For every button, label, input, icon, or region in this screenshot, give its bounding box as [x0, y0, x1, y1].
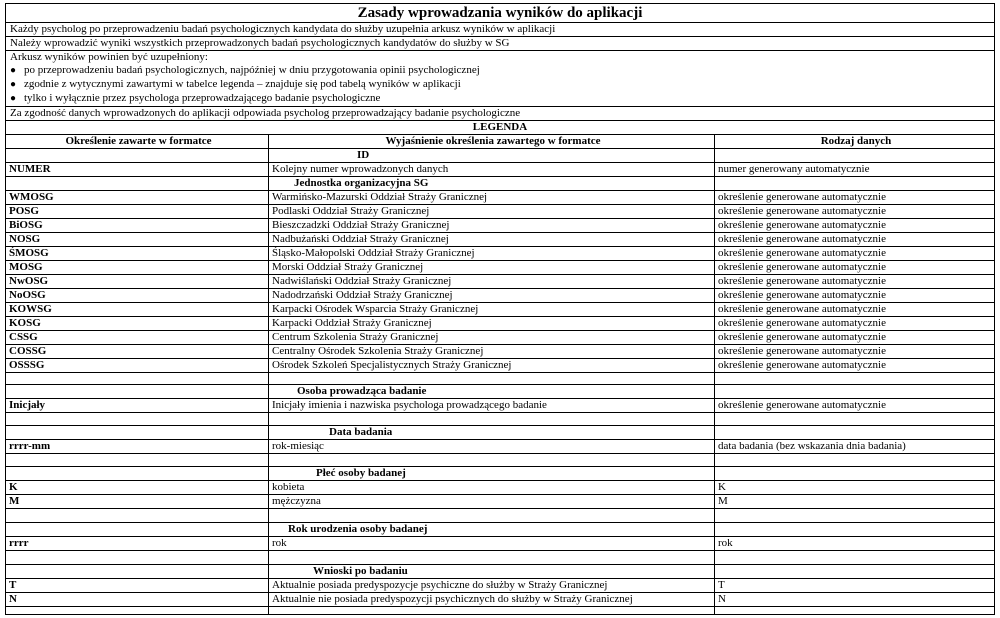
description-cell: Aktualnie posiada predyspozycje psychiczne do służby w Straży Granicznej	[268, 579, 714, 592]
intro-bullet	[6, 92, 994, 106]
document-title: Zasady wprowadzania wyników do aplikacji	[357, 5, 643, 21]
section-heading: Wnioski po badaniu	[268, 565, 714, 578]
description-cell: rok	[268, 537, 714, 550]
section-row	[6, 425, 994, 439]
type-cell: data badania (bez wskazania dnia badania)	[714, 440, 994, 453]
description-cell: Nadodrzański Oddział Straży Granicznej	[268, 289, 714, 302]
description-cell: rok-miesiąc	[268, 440, 714, 453]
description-cell: Nadbużański Oddział Straży Granicznej	[268, 233, 714, 246]
type-cell: określenie generowane automatycznie	[714, 275, 994, 288]
header-cell: Określenie zawarte w formatce	[65, 135, 212, 147]
section-row	[6, 564, 994, 578]
bullet-text: tylko i wyłącznie przez psychologa przeprowadzającego badanie psychologiczne	[24, 92, 381, 104]
table-row	[6, 592, 994, 606]
type-cell: rok	[714, 537, 994, 550]
code-cell: NoOSG	[9, 289, 46, 301]
section-heading: Jednostka organizacyjna SG	[268, 177, 714, 190]
section-heading: Data badania	[268, 426, 714, 439]
description-cell: Ośrodek Szkoleń Specjalistycznych Straży Granicznej	[268, 359, 714, 372]
description-cell: Bieszczadzki Oddział Straży Granicznej	[268, 219, 714, 232]
header-cell: Rodzaj danych	[714, 135, 994, 148]
type-cell: określenie generowane automatycznie	[714, 331, 994, 344]
intro-line-1: Każdy psycholog po przeprowadzeniu badań psychologicznych kandydata do służby uzupełnia arkusz wyników w aplikacji	[6, 22, 994, 36]
section-row	[6, 522, 994, 536]
type-cell: określenie generowane automatycznie	[714, 247, 994, 260]
code-cell: rrrr	[9, 537, 29, 549]
table-row	[6, 316, 994, 330]
bullet-icon: ●	[10, 79, 17, 90]
legend-title: LEGENDA	[6, 120, 994, 134]
description-cell: Morski Oddział Straży Granicznej	[268, 261, 714, 274]
code-cell: MOSG	[9, 261, 43, 273]
spacer-row	[6, 550, 994, 564]
description-cell: Warmińsko-Mazurski Oddział Straży Granicznej	[268, 191, 714, 204]
type-cell: K	[714, 481, 994, 494]
type-cell: określenie generowane automatycznie	[714, 317, 994, 330]
code-cell: Inicjały	[9, 399, 46, 411]
description-cell: Karpacki Oddział Straży Granicznej	[268, 317, 714, 330]
code-cell: NOSG	[9, 233, 41, 245]
table-row	[6, 302, 994, 316]
table-row	[6, 330, 994, 344]
code-cell: WMOSG	[9, 191, 54, 203]
type-cell: określenie generowane automatycznie	[714, 261, 994, 274]
code-cell: OSSSG	[9, 359, 45, 371]
code-cell: ŚMOSG	[9, 247, 49, 259]
code-cell: M	[9, 495, 20, 507]
code-cell: POSG	[9, 205, 39, 217]
bullet-text: po przeprowadzeniu badań psychologicznych, najpóźniej w dniu przygotowania opinii psychologicznej	[24, 64, 480, 76]
code-cell: BiOSG	[9, 219, 43, 231]
spacer-row	[6, 453, 994, 466]
bullet-icon: ●	[10, 65, 17, 76]
intro-line-3: Arkusz wyników powinien być uzupełniony:	[6, 50, 994, 64]
table-row	[6, 162, 994, 176]
description-cell: Centralny Ośrodek Szkolenia Straży Granicznej	[268, 345, 714, 358]
table-row	[6, 260, 994, 274]
intro-bullet	[6, 64, 994, 78]
type-cell: określenie generowane automatycznie	[714, 345, 994, 358]
description-cell: Aktualnie nie posiada predyspozycji psychicznych do służby w Straży Granicznej	[268, 593, 714, 606]
code-cell: K	[9, 481, 18, 493]
spacer-row	[6, 412, 994, 425]
table-row	[6, 494, 994, 508]
spacer-row	[6, 372, 994, 384]
header-cell: Wyjaśnienie określenia zawartego w formatce	[268, 135, 714, 148]
table-row	[6, 358, 994, 372]
description-cell: mężczyzna	[268, 495, 714, 508]
section-row	[6, 148, 994, 162]
description-cell: Centrum Szkolenia Straży Granicznej	[268, 331, 714, 344]
table-row	[6, 536, 994, 550]
type-cell: T	[714, 579, 994, 592]
code-cell: T	[9, 579, 17, 591]
code-cell: KOSG	[9, 317, 41, 329]
table-row	[6, 274, 994, 288]
table-row	[6, 288, 994, 302]
table-row	[6, 578, 994, 592]
type-cell: określenie generowane automatycznie	[714, 191, 994, 204]
code-cell: CSSG	[9, 331, 38, 343]
type-cell: określenie generowane automatycznie	[714, 219, 994, 232]
description-cell: Karpacki Ośrodek Wsparcia Straży Granicznej	[268, 303, 714, 316]
type-cell: N	[714, 593, 994, 606]
table-row	[6, 398, 994, 412]
type-cell: określenie generowane automatycznie	[714, 233, 994, 246]
description-cell: Podlaski Oddział Straży Granicznej	[268, 205, 714, 218]
bullet-icon: ●	[10, 93, 17, 104]
type-cell: M	[714, 495, 994, 508]
section-heading: Rok urodzenia osoby badanej	[268, 523, 714, 536]
spacer-row	[6, 508, 994, 522]
type-cell: numer generowany automatycznie	[714, 163, 994, 176]
type-cell: określenie generowane automatycznie	[714, 359, 994, 372]
code-cell: NwOSG	[9, 275, 49, 287]
description-cell: kobieta	[268, 481, 714, 494]
table-row	[6, 439, 994, 453]
code-cell: rrrr-mm	[9, 440, 51, 452]
code-cell: N	[9, 593, 17, 605]
type-cell: określenie generowane automatycznie	[714, 289, 994, 302]
section-heading: Płeć osoby badanej	[268, 467, 714, 480]
type-cell: określenie generowane automatycznie	[714, 399, 994, 412]
section-row	[6, 176, 994, 190]
type-cell: określenie generowane automatycznie	[714, 303, 994, 316]
section-row	[6, 466, 994, 480]
table-row	[6, 344, 994, 358]
table-row	[6, 218, 994, 232]
description-cell: Inicjały imienia i nazwiska psychologa prowadzącego badanie	[268, 399, 714, 412]
table-row	[6, 232, 994, 246]
table-row	[6, 246, 994, 260]
table-row	[6, 204, 994, 218]
spacer-row	[6, 606, 994, 614]
document-sheet	[5, 3, 995, 615]
intro-bullet	[6, 78, 994, 92]
code-cell: KOWSG	[9, 303, 52, 315]
type-cell: określenie generowane automatycznie	[714, 205, 994, 218]
description-cell: Kolejny numer wprowadzonych danych	[268, 163, 714, 176]
section-row	[6, 384, 994, 398]
intro-line-4: Za zgodność danych wprowadzonych do aplikacji odpowiada psycholog przeprowadzający badanie psychologiczne	[6, 106, 994, 120]
description-cell: Śląsko-Małopolski Oddział Straży Granicznej	[268, 247, 714, 260]
section-heading: ID	[268, 149, 714, 162]
code-cell: COSSG	[9, 345, 47, 357]
bullet-text: zgodnie z wytycznymi zawartymi w tabelce legenda – znajduje się pod tabelą wyników w aplikacji	[24, 78, 461, 90]
legend-header-row	[6, 134, 994, 148]
intro-line-2: Należy wprowadzić wyniki wszystkich przeprowadzonych badań psychologicznych kandydatów do służby w SG	[6, 36, 994, 50]
table-row	[6, 190, 994, 204]
description-cell: Nadwiślański Oddział Straży Granicznej	[268, 275, 714, 288]
table-row	[6, 480, 994, 494]
code-cell: NUMER	[9, 163, 51, 175]
section-heading: Osoba prowadząca badanie	[268, 385, 714, 398]
